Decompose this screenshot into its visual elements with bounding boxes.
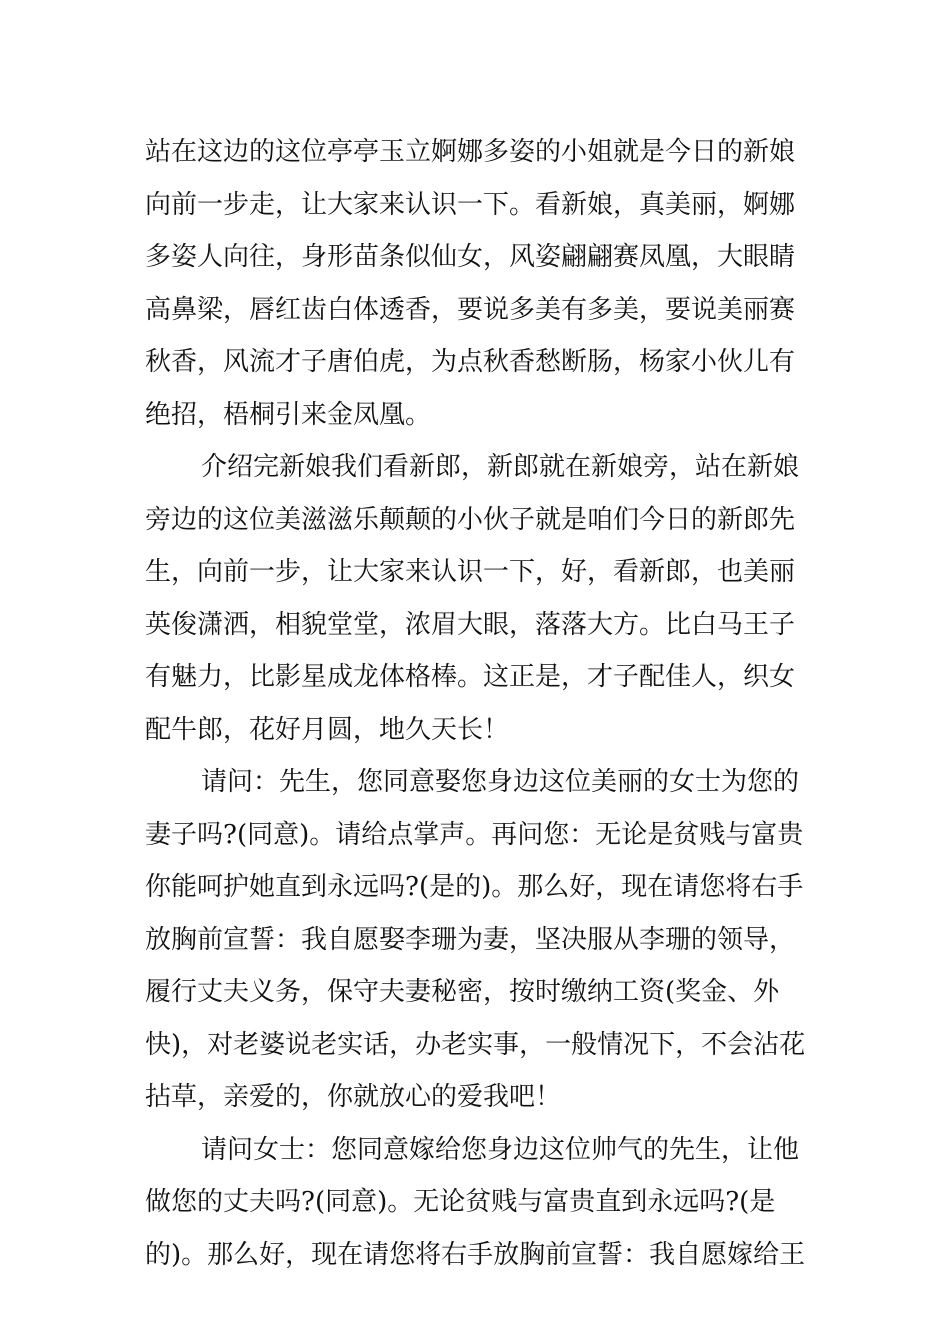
text-line: 配牛郎，花好月圆，地久天长！ xyxy=(145,714,510,745)
text-line: 快)，对老婆说老实话，办老实事，一般情况下，不会沾花 xyxy=(145,1029,806,1060)
text-line: 做您的丈夫吗?(同意)。无论贫贱与富贵直到永远吗?(是 xyxy=(145,1187,776,1217)
text-line: 拈草，亲爱的，你就放心的爱我吧！ xyxy=(145,1082,562,1112)
text-line: 绝招，梧桐引来金凤凰。 xyxy=(145,399,432,430)
text-line: 高鼻梁，唇红齿白体透香，要说多美有多美，要说美丽赛 xyxy=(145,294,796,325)
text-line: 生，向前一步，让大家来认识一下，好，看新郎，也美丽 xyxy=(145,557,796,587)
paragraph-groom-vow xyxy=(145,756,810,1124)
paragraph-groom-intro xyxy=(145,441,810,756)
paragraph-bride-vow xyxy=(145,1124,810,1282)
text-line: 多姿人向往，身形苗条似仙女，风姿翩翩赛凤凰，大眼睛 xyxy=(145,242,796,272)
text-line: 放胸前宣誓：我自愿娶李珊为妻，坚决服从李珊的领导， xyxy=(145,924,796,955)
text-line: 向前一步走，让大家来认识一下。看新娘，真美丽，婀娜 xyxy=(145,189,796,220)
text-line: 有魅力，比影星成龙体格棒。这正是，才子配佳人，织女 xyxy=(145,662,796,692)
text-line: 妻子吗?(同意)。请给点掌声。再问您：无论是贫贱与富贵 xyxy=(145,819,804,850)
document-body xyxy=(145,126,810,1281)
text-line: 你能呵护她直到永远吗?(是的)。那么好，现在请您将右手 xyxy=(145,872,804,902)
text-line: 介绍完新娘我们看新郎，新郎就在新娘旁，站在新娘 xyxy=(201,452,800,482)
text-line: 站在这边的这位亭亭玉立婀娜多姿的小姐就是今日的新娘 xyxy=(145,137,796,167)
text-line: 请问：先生，您同意娶您身边这位美丽的女士为您的 xyxy=(201,767,800,797)
text-line: 秋香，风流才子唐伯虎，为点秋香愁断肠，杨家小伙儿有 xyxy=(145,347,796,377)
text-line: 的)。那么好，现在请您将右手放胸前宣誓：我自愿嫁给王 xyxy=(145,1239,806,1270)
text-line: 履行丈夫义务，保守夫妻秘密，按时缴纳工资(奖金、外 xyxy=(145,977,780,1007)
text-line: 英俊潇洒，相貌堂堂，浓眉大眼，落落大方。比白马王子 xyxy=(145,609,796,640)
text-line: 旁边的这位美滋滋乐颠颠的小伙子就是咱们今日的新郎先 xyxy=(145,504,796,535)
paragraph-bride-intro xyxy=(145,126,810,441)
text-line: 请问女士：您同意嫁给您身边这位帅气的先生，让他 xyxy=(201,1134,800,1165)
